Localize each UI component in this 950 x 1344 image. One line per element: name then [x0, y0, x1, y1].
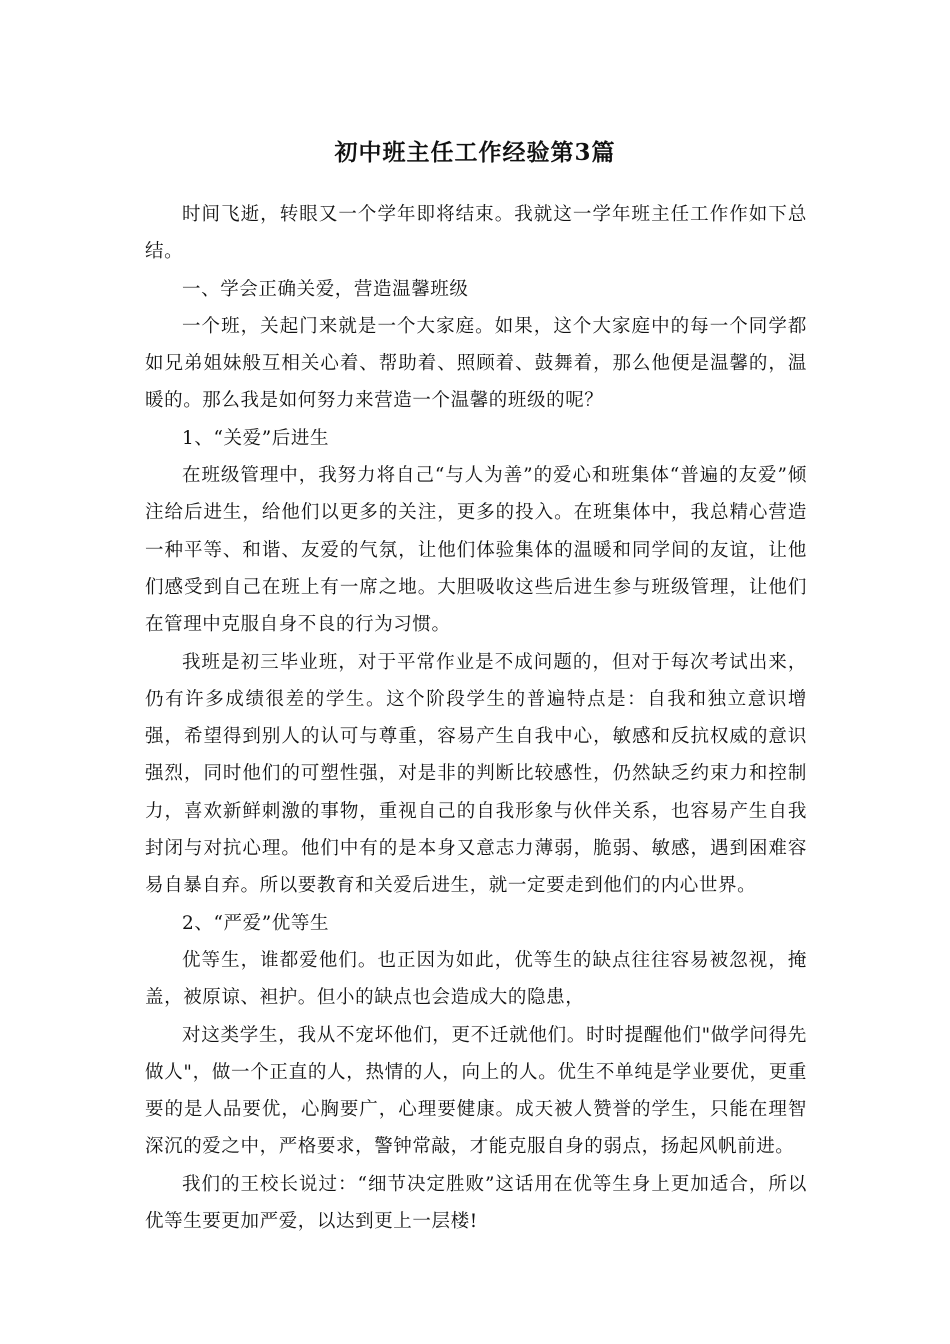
paragraph: 一个班，关起门来就是一个大家庭。如果，这个大家庭中的每一个同学都如兄弟姐妹般互相关心着、帮助着、照顾着、鼓舞着，那么他便是温馨的，温暖的。那么我是如何努力来营造一个温馨的班级的呢？: [145, 315, 807, 412]
paragraph: 在班级管理中，我努力将自己“与人为善”的爱心和班集体“普遍的友爱”倾注给后进生，给他们以更多的关注，更多的投入。在班集体中，我总精心营造一种平等、和谐、友爱的气氛，让他们体验集体的温暖和同学间的友谊，让他们感受到自己在班上有一席之地。大胆吸收这些后进生参与班级管理，让他们在管理中克服自身不良的行为习惯。: [145, 465, 807, 636]
subheading-2: 2、“严爱”优等生: [182, 912, 330, 934]
document-body: [145, 196, 807, 1240]
page-title: 初中班主任工作经验第3篇: [334, 139, 616, 166]
paragraph-intro: 时间飞逝，转眼又一个学年即将结束。我就这一学年班主任工作作如下总结。: [145, 204, 807, 263]
section-heading-1: 一、学会正确关爱，营造温馨班级: [182, 278, 469, 300]
paragraph: 对这类学生，我从不宠坏他们，更不迁就他们。时时提醒他们"做学问得先做人"，做一个正直的人，热情的人，向上的人。优生不单纯是学业要优，更重要的是人品要优，心胸要广，心理要健康。成天被人赞誉的学生，只能在理智深沉的爱之中，严格要求，警钟常敲，才能克服自身的弱点，扬起风帆前进。: [145, 1024, 807, 1158]
paragraph: 优等生，谁都爱他们。也正因为如此，优等生的缺点往往容易被忽视，掩盖，被原谅、袒护。但小的缺点也会造成大的隐患，: [145, 949, 807, 1009]
subheading-1: 1、“关爱”后进生: [182, 427, 330, 449]
paragraph: 我班是初三毕业班，对于平常作业是不成问题的，但对于每次考试出来，仍有许多成绩很差的学生。这个阶段学生的普遍特点是：自我和独立意识增强，希望得到别人的认可与尊重，容易产生自我中心，敏感和反抗权威的意识强烈，同时他们的可塑性强，对是非的判断比较感性，仍然缺乏约束力和控制力，喜欢新鲜刺激的事物，重视自己的自我形象与伙伴关系，也容易产生自我封闭与对抗心理。他们中有的是本身又意志力薄弱，脆弱、敏感，遇到困难容易自暴自弃。所以要教育和关爱后进生，就一定要走到他们的内心世界。: [145, 651, 807, 897]
paragraph-closing: 我们的王校长说过：“细节决定胜败”这话用在优等生身上更加适合，所以优等生要更加严爱，以达到更上一层楼!: [145, 1173, 807, 1233]
